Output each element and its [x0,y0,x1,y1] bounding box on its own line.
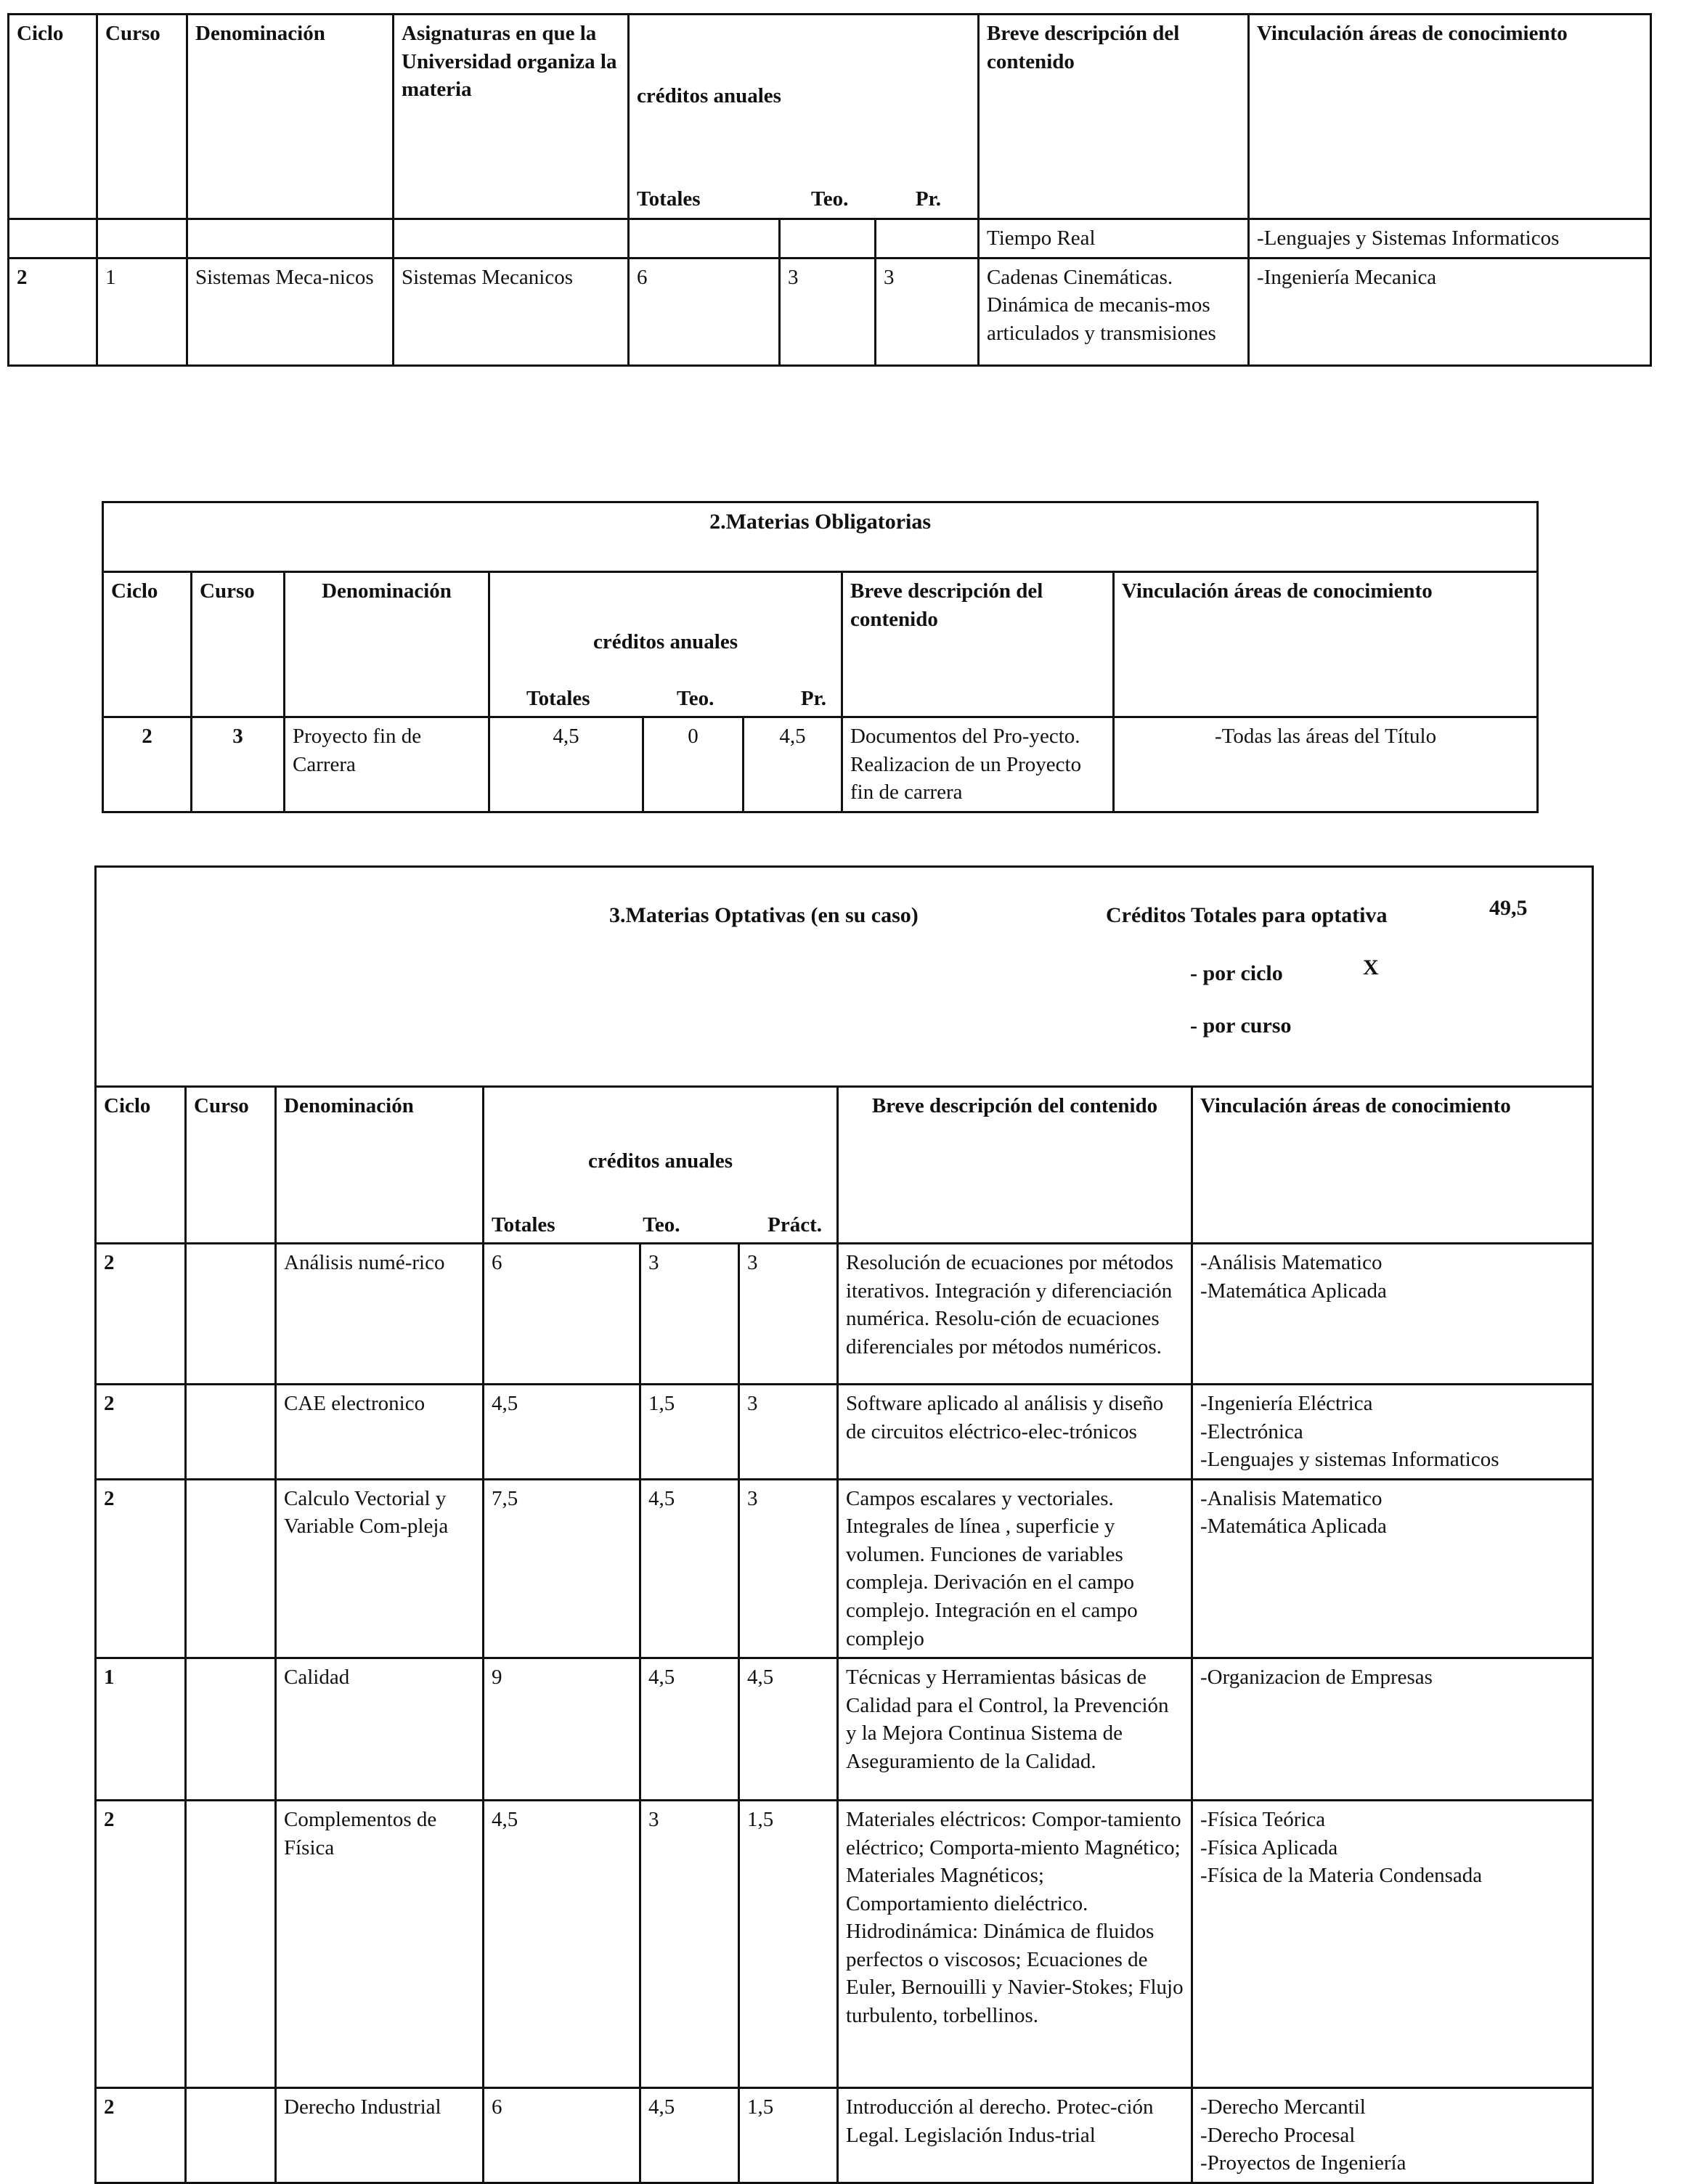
cell-denominacion: CAE electronico [276,1385,484,1480]
cell-teo: 4,5 [640,1658,739,1801]
header-ciclo: Ciclo [96,1087,186,1244]
cell-ciclo: 2 [103,717,192,812]
cell-denominacion: Derecho Industrial [276,2088,484,2183]
cell-denominacion: Complementos de Física [276,1801,484,2088]
cell-ciclo: 1 [96,1658,186,1801]
cell-ciclo: 2 [96,1385,186,1480]
header-creditos [629,15,979,219]
cell-denominacion: Calculo Vectorial y Variable Com-pleja [276,1479,484,1658]
table-row [103,717,1538,812]
table-materias-optativas [94,865,1594,2184]
cell-descripcion: Resolución de ecuaciones por métodos iterativos. Integración y diferenciación numérica. Resolu-ción de ecuaciones diferenciales por métodos numéricos. [838,1244,1192,1385]
cell-vinculacion [1192,1801,1593,2088]
header-creditos-subcols [637,185,970,213]
vinculacion-item: -Lenguajes y sistemas Informaticos [1200,1448,1499,1472]
cell-denominacion: Análisis numé-rico [276,1244,484,1385]
cell-totales: 7,5 [484,1479,640,1658]
vinculacion-item: -Organizacion de Empresas [1200,1666,1433,1690]
cell-asignatura: Sistemas Mecanicos [394,258,629,365]
cell-totales: 4,5 [484,1385,640,1480]
carry-vinculacion: -Lenguajes y Sistemas Informaticos [1249,219,1651,258]
header-vinculacion: Vinculación áreas de conocimiento [1192,1087,1593,1244]
por-ciclo-label: - por ciclo [1190,961,1283,985]
header-creditos-title: créditos anuales [588,1149,733,1173]
cell-curso: 1 [97,258,187,365]
vinculacion-item: -Analisis Matematico [1200,1486,1383,1510]
cell-curso [186,1385,276,1480]
header-totales: Totales [637,187,701,211]
header-creditos [489,572,842,717]
cell-ciclo: 2 [96,1479,186,1658]
cell-teo: 4,5 [640,2088,739,2183]
header-pr: Pr. [915,187,942,211]
cell-pract: 1,5 [739,1801,838,2088]
cell-vinculacion: -Todas las áreas del Título [1114,717,1538,812]
header-denominacion: Denominación [285,572,489,717]
table-row [9,258,1651,365]
cell-teo: 3 [640,1801,739,2088]
cell-vinculacion [1192,1479,1593,1658]
vinculacion-item: -Física Aplicada [1200,1835,1338,1859]
cell-curso [186,1479,276,1658]
cell-teo: 0 [643,717,744,812]
header-denominacion: Denominación [187,15,394,219]
cell-teo: 3 [640,1244,739,1385]
header-totales: Totales [526,687,590,711]
cell-totales: 6 [629,258,780,365]
por-curso-label: - por curso [1190,1014,1292,1038]
header-creditos [484,1087,838,1244]
vinculacion-item: -Ingeniería Eléctrica [1200,1392,1373,1415]
vinculacion-item: -Derecho Procesal [1200,2123,1356,2147]
header-curso: Curso [186,1087,276,1244]
header-totales: Totales [492,1213,555,1237]
cell-vinculacion: -Ingeniería Mecanica [1249,258,1651,365]
cell-vinculacion [1192,1385,1593,1480]
cell-descripcion: Técnicas y Herramientas básicas de Calidad para el Control, la Prevención y la Mejora Continua Sistema de Aseguramiento de la Calidad. [838,1658,1192,1801]
header-creditos-subcols [526,685,826,713]
vinculacion-item: -Análisis Matematico [1200,1251,1383,1274]
header-ciclo: Ciclo [9,15,97,219]
creditos-totales-label: Créditos Totales para optativa [1106,903,1388,927]
cell-totales: 4,5 [484,1801,640,2088]
table-row [96,1244,1593,1385]
header-descripcion: Breve descripción del contenido [838,1087,1192,1244]
cell-descripcion: Introducción al derecho. Protec-ción Legal. Legislación Indus-trial [838,2088,1192,2183]
cell-vinculacion [1192,1244,1593,1385]
vinculacion-item: -Matemática Aplicada [1200,1279,1387,1303]
cell-pract: 3 [739,1479,838,1658]
header-denominacion: Denominación [276,1087,484,1244]
table-row [96,1801,1593,2088]
cell-descripcion: Cadenas Cinemáticas. Dinámica de mecanis-mos articulados y transmisiones [979,258,1249,365]
header-vinculacion: Vinculación áreas de conocimiento [1249,15,1651,219]
header-creditos-subcols [492,1211,822,1239]
table-row [96,1479,1593,1658]
vinculacion-item: -Matemática Aplicada [1200,1515,1387,1539]
table-row [96,1385,1593,1480]
header-descripcion: Breve descripción del contenido [842,572,1114,717]
cell-totales: 6 [484,1244,640,1385]
header-vinculacion: Vinculación áreas de conocimiento [1114,572,1538,717]
creditos-totales-value: 49,5 [1489,896,1528,920]
cell-curso [186,1244,276,1385]
cell-vinculacion [1192,2088,1593,2183]
cell-descripcion: Materiales eléctricos: Compor-tamiento eléctrico; Comporta-miento Magnético; Materiales Magnéticos; Comportamiento dieléctrico. Hidrodinámica: Dinámica de fluidos perfectos o viscosos; Ecuaciones de Euler, Bernouilli y Navier-Stokes; Flujo turbulento, torbellinos. [838,1801,1192,2088]
cell-curso [186,1801,276,2088]
cell-pract: 3 [739,1385,838,1480]
table-row [96,2088,1593,2183]
vinculacion-item: -Proyectos de Ingeniería [1200,2151,1406,2175]
table-title: 3.Materias Optativas (en su caso) [609,903,919,927]
cell-descripcion: Documentos del Pro-yecto. Realizacion de un Proyecto fin de carrera [842,717,1114,812]
vinculacion-item: -Física de la Materia Condensada [1200,1864,1483,1888]
cell-ciclo: 2 [96,1244,186,1385]
header-curso: Curso [97,15,187,219]
table-materias-obligatorias [102,501,1539,813]
header-teo: Teo. [677,687,714,711]
table-title: 2.Materias Obligatorias [103,502,1538,572]
carry-descripcion: Tiempo Real [979,219,1249,258]
cell-totales: 4,5 [489,717,643,812]
cell-denominacion: Sistemas Meca-nicos [187,258,394,365]
cell-pract: 1,5 [739,2088,838,2183]
cell-curso [186,1658,276,1801]
cell-totales: 6 [484,2088,640,2183]
cell-curso: 3 [192,717,285,812]
header-pract: Práct. [767,1213,822,1237]
header-descripcion: Breve descripción del contenido [979,15,1249,219]
cell-descripcion: Campos escalares y vectoriales. Integrales de línea , superficie y volumen. Funciones de variables compleja. Derivación en el campo complejo. Integración en el campo complejo [838,1479,1192,1658]
cell-teo: 1,5 [640,1385,739,1480]
cell-vinculacion [1192,1658,1593,1801]
cell-denominacion: Calidad [276,1658,484,1801]
cell-ciclo: 2 [9,258,97,365]
cell-teo: 4,5 [640,1479,739,1658]
cell-curso [186,2088,276,2183]
header-teo: Teo. [811,187,849,211]
cell-totales: 9 [484,1658,640,1801]
vinculacion-item: -Física Teórica [1200,1808,1326,1832]
cell-teo: 3 [780,258,876,365]
optativas-banner [96,867,1593,1087]
cell-descripcion: Software aplicado al análisis y diseño de circuitos eléctrico-elec-trónicos [838,1385,1192,1480]
cell-ciclo: 2 [96,1801,186,2088]
header-ciclo: Ciclo [103,572,192,717]
vinculacion-item: -Electrónica [1200,1419,1303,1443]
cell-ciclo: 2 [96,2088,186,2183]
header-creditos-title: créditos anuales [593,630,738,653]
cell-pr: 4,5 [744,717,842,812]
cell-pr: 3 [876,258,979,365]
cell-pract: 3 [739,1244,838,1385]
por-ciclo-mark: X [1363,956,1379,979]
header-curso: Curso [192,572,285,717]
cell-denominacion: Proyecto fin de Carrera [285,717,489,812]
header-teo: Teo. [643,1213,680,1237]
vinculacion-item: -Derecho Mercantil [1200,2095,1366,2119]
header-asignaturas: Asignaturas en que la Universidad organiza la materia [394,15,629,219]
cell-pract: 4,5 [739,1658,838,1801]
header-pr: Pr. [800,687,826,711]
table-troncales-continued [7,13,1652,367]
table-row [96,1658,1593,1801]
header-creditos-title: créditos anuales [637,84,781,107]
